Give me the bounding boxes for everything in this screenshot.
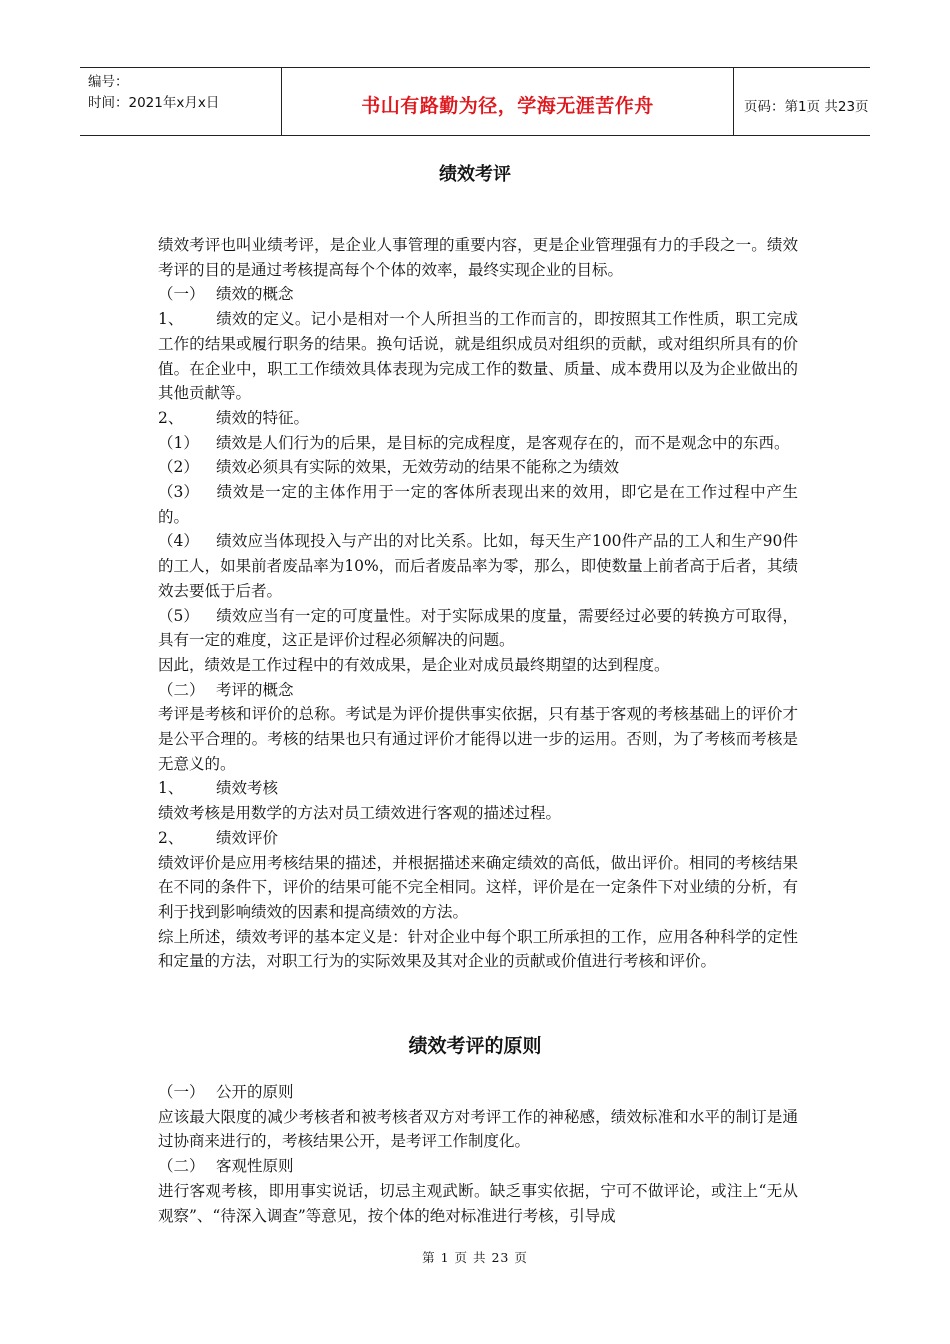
item-text: 绩效评价: [216, 828, 279, 847]
item-label: （2）: [158, 458, 199, 477]
heading-text: 考评的概念: [216, 680, 294, 699]
heading-label: （二）: [158, 1157, 205, 1176]
summary-paragraph: 综上所述，绩效考评的基本定义是：针对企业中每个职工所承担的工作，应用各种科学的定性和定量的方法，对职工行为的实际效果及其对企业的贡献或价值进行考核和评价。: [158, 927, 798, 971]
characteristic-2: [158, 455, 798, 480]
appraisal-definition-paragraph: 考评是考核和评价的总称。考试是为评价提供事实依据，只有基于客观的考核基础上的评价才是公平合理的。考核的结果也只有通过评价才能得以进一步的运用。否则，为了考核而考核是无意义的。: [158, 705, 798, 773]
section-performance-appraisal: [158, 233, 798, 974]
heading-performance-assessment: [158, 776, 798, 801]
item-label: （5）: [158, 606, 199, 625]
document-date-label: 时间：2021年x月x日: [88, 95, 220, 111]
objectivity-paragraph: 进行客观考核，即用事实说话，切忌主观武断。缺乏事实依据，宁可不做评论，或注上“无从观察”、“待深入调查”等意见，按个体的绝对标准进行考核，引导成: [158, 1181, 798, 1225]
item-text: 绩效应当有一定的可度量性。对于实际成果的度量，需要经过必要的转换方可取得，具有一定的难度，这正是评价过程必须解决的问题。: [158, 606, 798, 650]
evaluation-paragraph: 绩效评价是应用考核结果的描述，并根据描述来确定绩效的高低，做出评价。相同的考核结果在不同的条件下，评价的结果可能不完全相同。这样，评价是在一定条件下对业绩的分析，有利于找到影响绩效的因素和提高绩效的方法。: [158, 853, 798, 921]
heading-label: （二）: [158, 680, 205, 699]
heading-performance-concept: [158, 282, 798, 307]
heading-text: 公开的原则: [216, 1083, 294, 1101]
header-motto-cell: [281, 68, 734, 135]
item-text: 绩效必须具有实际的效果，无效劳动的结果不能称之为绩效: [216, 458, 620, 477]
document-number-label: 编号：: [88, 74, 129, 90]
heading-appraisal-concept: [158, 678, 798, 703]
characteristic-3: [158, 480, 798, 529]
header-motto: 书山有路勤为径，学海无涯苦作舟: [361, 95, 654, 117]
section-principles: [158, 1080, 798, 1228]
item-text: 绩效是人们行为的后果，是目标的完成程度，是客观存在的，而不是观念中的东西。: [216, 433, 790, 452]
heading-label: （一）: [158, 1083, 205, 1101]
heading-text: 客观性原则: [216, 1157, 294, 1176]
characteristic-1: [158, 431, 798, 456]
heading-performance-evaluation: [158, 826, 798, 851]
page-header: [80, 67, 870, 136]
heading-objectivity-principle: [158, 1154, 798, 1179]
item-label: （1）: [158, 433, 199, 452]
characteristic-4: [158, 529, 798, 603]
openness-paragraph: 应该最大限度的减少考核者和被考核者双方对考评工作的神秘感，绩效标准和水平的制订是通过协商来进行的，考核结果公开，是考评工作制度化。: [158, 1107, 798, 1151]
heading-text: 绩效的概念: [216, 285, 294, 304]
header-meta: [80, 68, 281, 135]
intro-paragraph: 绩效考评也叫业绩考评，是企业人事管理的重要内容，更是企业管理强有力的手段之一。绩效考评的目的是通过考核提高每个个体的效率，最终实现企业的目标。: [158, 236, 798, 279]
item-text: 绩效考核: [216, 779, 279, 798]
item-text: 绩效应当体现投入与产出的对比关系。比如，每天生产100件产品的工人和生产90件的工人，如果前者废品率为10%，而后者废品率为零，那么，即使数量上前者高于后者，其绩效去要低于后者。: [158, 532, 798, 600]
section-title-principles: 绩效考评的原则: [408, 1035, 542, 1057]
conclusion-paragraph: 因此，绩效是工作过程中的有效成果，是企业对成员最终期望的达到程度。: [158, 655, 670, 674]
heading-openness-principle: [158, 1080, 798, 1105]
paragraph-characteristics: [158, 406, 798, 431]
item-label: 1、: [158, 779, 184, 798]
assessment-paragraph: 绩效考核是用数学的方法对员工绩效进行客观的描述过程。: [158, 804, 562, 823]
item-label: 1、: [158, 310, 184, 329]
heading-label: （一）: [158, 285, 205, 304]
item-text: 绩效是一定的主体作用于一定的客体所表现出来的效用，即它是在工作过程中产生的。: [158, 483, 798, 526]
item-label: 2、: [158, 408, 184, 427]
item-text: 绩效的定义。记小是相对一个人所担当的工作而言的，即按照其工作性质，职工完成工作的结果或履行职务的结果。换句话说，就是组织成员对组织的贡献，或对组织所具有的价值。在企业中，职工工作绩效具体表现为完成工作的数量、质量、成本费用以及为企业做出的其他贡献等。: [158, 310, 798, 403]
item-label: 2、: [158, 828, 184, 847]
characteristic-5: [158, 604, 798, 653]
item-text: 绩效的特征。: [216, 408, 310, 427]
page-footer: 第 1 页 共 23 页: [422, 1250, 528, 1265]
item-label: （3）: [158, 483, 199, 502]
header-page-number: 页码：第1页 共23页: [744, 98, 869, 115]
document-title: 绩效考评: [439, 164, 511, 185]
item-label: （4）: [158, 532, 199, 551]
paragraph-definition: [158, 307, 798, 406]
